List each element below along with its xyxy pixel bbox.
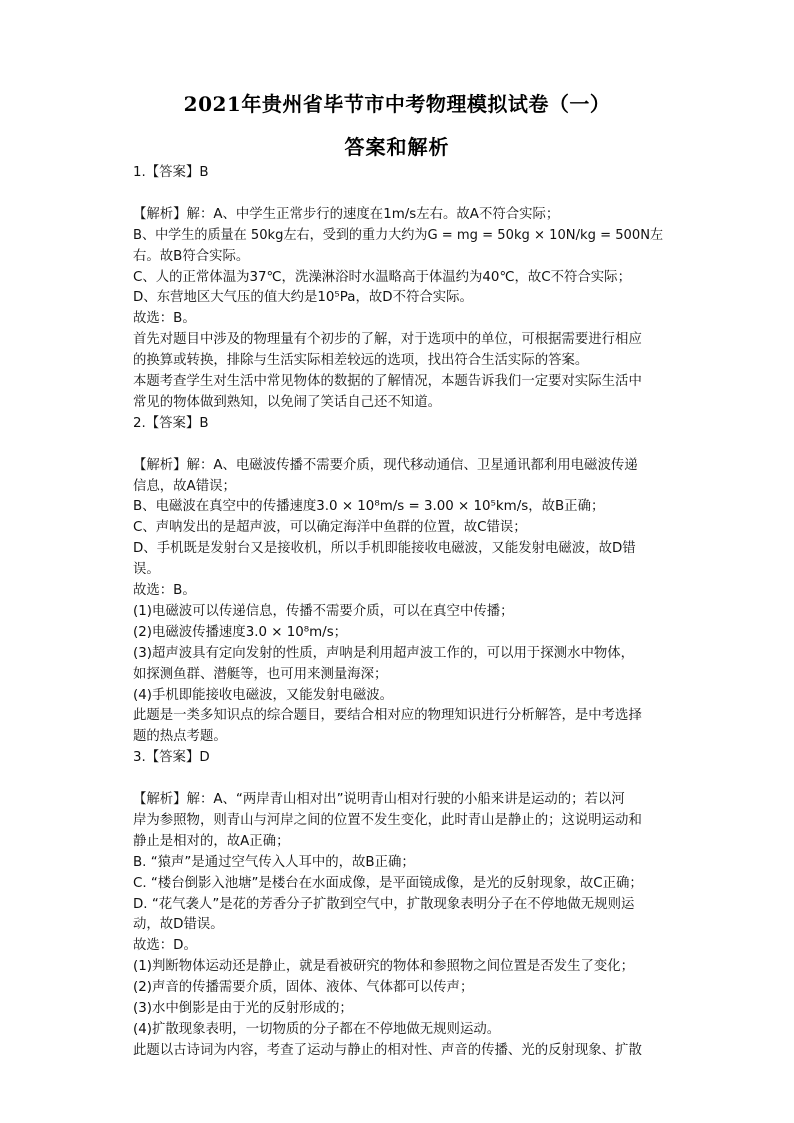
text-line: 如探测鱼群、潜艇等，也可用来测量海深； [133, 666, 388, 682]
text-line: (1)电磁波可以传递信息，传播不需要介质，可以在真空中传播； [133, 603, 514, 619]
text-line: 3.【答案】D [133, 750, 210, 766]
text-line: 题的热点考题。 [133, 729, 227, 745]
text-line: 此题以古诗词为内容，考查了运动与静止的相对性、声音的传播、光的反射现象、扩散 [133, 1042, 642, 1058]
text-line: (4)扩散现象表明，一切物质的分子都在不停地做无规则运动。 [133, 1021, 501, 1037]
document-title: 2021年贵州省毕节市中考物理模拟试卷（一） [183, 92, 611, 116]
text-line: 岸为参照物，则青山与河岸之间的位置不发生变化，此时青山是静止的；这说明运动和 [133, 812, 642, 828]
text-line: (1)判断物体运动还是静止，就是看被研究的物体和参照物之间位置是否发生了变化； [133, 959, 635, 975]
text-line: (3)超声波具有定向发射的性质，声呐是利用超声波工作的，可以用于探测水中物体， [133, 645, 635, 661]
text-line: C. “楼台倒影入池塘”是楼台在水面成像，是平面镜成像，是光的反射现象，故C正确； [133, 875, 643, 891]
text-line: 的换算或转换，排除与生活实际相差较远的选项，找出符合生活实际的答案。 [133, 353, 589, 369]
text-line: B、中学生的质量在 50kg左右，受到的重力大约为G = mg = 50kg × 10N/kg = 500N左 [133, 227, 664, 243]
text-line: (3)水中倒影是由于光的反射形成的； [133, 1001, 353, 1016]
text-line: 故选：B。 [133, 583, 196, 598]
text-line: D、手机既是发射台又是接收机，所以手机即能接收电磁波，又能发射电磁波，故D错 [133, 541, 636, 557]
text-line: D. “花气袭人”是花的芳香分子扩散到空气中，扩散现象表明分子在不停地做无规则运 [133, 896, 635, 912]
text-line: B、电磁波在真空中的传播速度3.0 × 10⁸m/s = 3.00 × 10⁵km/s，故B正确； [133, 499, 605, 515]
text-line: D、东营地区大气压的值大约是10⁵Pa，故D不符合实际。 [133, 290, 473, 306]
text-line: 【解析】解：A、“两岸青山相对出”说明青山相对行驶的小船来讲是运动的；若以河 [133, 792, 625, 807]
document-subtitle: 答案和解析 [344, 135, 450, 159]
text-line: 1.【答案】B [133, 165, 209, 180]
text-line: 故选：D。 [133, 938, 197, 954]
text-line: 故选：B。 [133, 311, 196, 327]
text-line: C、声呐发出的是超声波，可以确定海洋中鱼群的位置，故C错误； [133, 520, 527, 536]
text-line: 误。 [133, 562, 160, 578]
text-line: 静止是相对的，故A正确； [133, 833, 290, 849]
text-line: 首先对题目中涉及的物理量有个初步的了解，对于选项中的单位，可根据需要进行相应 [133, 332, 642, 348]
text-line: 此题是一类多知识点的综合题目，要结合相对应的物理知识进行分析解答，是中考选择 [133, 708, 642, 724]
text-line: (2)电磁波传播速度3.0 × 10⁸m/s； [133, 624, 348, 640]
text-line: C、人的正常体温为37℃，洗澡淋浴时水温略高于体温约为40℃，故C不符合实际； [133, 269, 631, 285]
text-line: 右。故B符合实际。 [133, 248, 250, 264]
text-line: (4)手机即能接收电磁波，又能发射电磁波。 [133, 687, 393, 703]
text-line: B. “猿声”是通过空气传入人耳中的，故B正确； [133, 854, 415, 870]
text-line: 【解析】解：A、中学生正常步行的速度在1m/s左右。故A不符合实际； [133, 206, 560, 222]
text-line: 【解析】解：A、电磁波传播不需要介质，现代移动通信、卫星通讯都利用电磁波传递 [133, 457, 638, 473]
text-line: 信息，故A错误； [133, 478, 236, 494]
text-line: 动，故D错误。 [133, 917, 224, 933]
text-line: 本题考查学生对生活中常见物体的数据的了解情况，本题告诉我们一定要对实际生活中 [133, 374, 642, 389]
text-line: 常见的物体做到熟知，以免闹了笑话自己还不知道。 [133, 394, 441, 410]
text-line: 2.【答案】B [133, 415, 209, 431]
text-line: (2)声音的传播需要介质，固体、液体、气体都可以传声； [133, 980, 474, 996]
